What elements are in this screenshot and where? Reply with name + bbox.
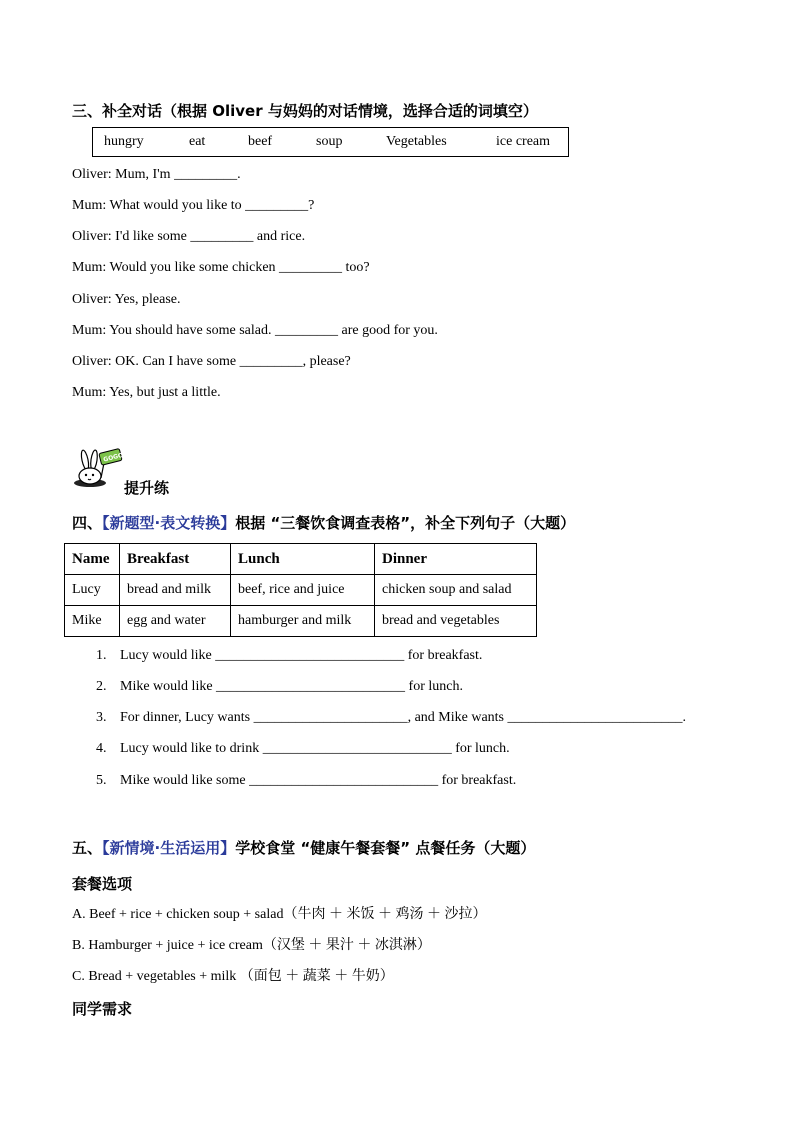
fill-sentence: 5. Mike would like some ___________________________ for breakfast. (96, 773, 517, 788)
fill-sentence: 3. For dinner, Lucy wants ______________________, and Mike wants _________________________. (96, 710, 687, 725)
table-cell: bread and milk (120, 575, 231, 606)
section4-prefix: 四、 (72, 514, 103, 532)
word-bank-item: soup (316, 134, 343, 149)
practice-label: 提升练 (124, 479, 170, 497)
fill-sentence: 4. Lucy would like to drink ___________________________ for lunch. (96, 741, 510, 756)
table-cell: Mike (65, 606, 120, 637)
section5-instruction: 学校食堂 “健康午餐套餐” 点餐任务（大题） (235, 839, 536, 857)
table-cell: egg and water (120, 606, 231, 637)
section5-title (72, 838, 535, 858)
dialogue-line: Oliver: Mum, I'm _________. (72, 167, 241, 182)
table-header-cell: Dinner (375, 544, 537, 575)
word-bank-item: ice cream (496, 134, 551, 149)
table-header-cell: Lunch (231, 544, 375, 575)
meal-option: A. Beef + rice + chicken soup + salad（牛肉 ＋ 米饭 ＋ 鸡汤 ＋ 沙拉） (72, 907, 487, 922)
table-cell: chicken soup and salad (375, 575, 537, 606)
word-bank-item: beef (248, 134, 273, 149)
needs-heading: 同学需求 (72, 1000, 133, 1018)
dialogue-line: Mum: What would you like to _________? (72, 198, 315, 213)
bunny-mascot-icon (72, 448, 124, 488)
table-row (65, 575, 537, 606)
table-cell: Lucy (65, 575, 120, 606)
section4-instruction: 根据 “三餐饮食调查表格”，补全下列句子（大题） (235, 514, 576, 532)
dialogue-line: Mum: Would you like some chicken _________ too? (72, 260, 370, 275)
table-header-cell: Name (65, 544, 120, 575)
word-bank-item: eat (189, 134, 206, 149)
meal-option: B. Hamburger + juice + ice cream（汉堡 ＋ 果汁 ＋ 冰淇淋） (72, 938, 431, 953)
meal-option: C. Bread + vegetables + milk （面包 ＋ 蔬菜 ＋ 牛奶） (72, 969, 394, 984)
word-bank (92, 127, 569, 157)
dialogue-line: Mum: You should have some salad. _________ are good for you. (72, 323, 438, 338)
section5-tag: 【新情境·生活运用】 (102, 839, 236, 857)
dialogue-line: Mum: Yes, but just a little. (72, 385, 221, 400)
word-bank-item: hungry (104, 134, 144, 149)
table-row (65, 606, 537, 637)
dialogue-line: Oliver: I'd like some _________ and rice. (72, 229, 306, 244)
section4-title (72, 513, 575, 533)
section5-prefix: 五、 (72, 839, 103, 857)
word-bank-item: Vegetables (386, 134, 447, 149)
table-cell: bread and vegetables (375, 606, 537, 637)
table-cell: beef, rice and juice (231, 575, 375, 606)
mascot-sign-text: GOGO (102, 451, 124, 464)
table-cell: hamburger and milk (231, 606, 375, 637)
dialogue-line: Oliver: OK. Can I have some _________, please? (72, 354, 351, 369)
fill-sentence: 1. Lucy would like ___________________________ for breakfast. (96, 648, 483, 663)
section3-title: 三、补全对话（根据 Oliver 与妈妈的对话情境，选择合适的词填空） (72, 102, 538, 120)
table-header-cell: Breakfast (120, 544, 231, 575)
table-header-row (65, 544, 537, 575)
meal-survey-table (64, 543, 537, 637)
fill-sentence: 2. Mike would like ___________________________ for lunch. (96, 679, 463, 694)
dialogue-line: Oliver: Yes, please. (72, 292, 181, 307)
options-heading: 套餐选项 (72, 875, 133, 893)
section4-tag: 【新题型·表文转换】 (102, 514, 236, 532)
